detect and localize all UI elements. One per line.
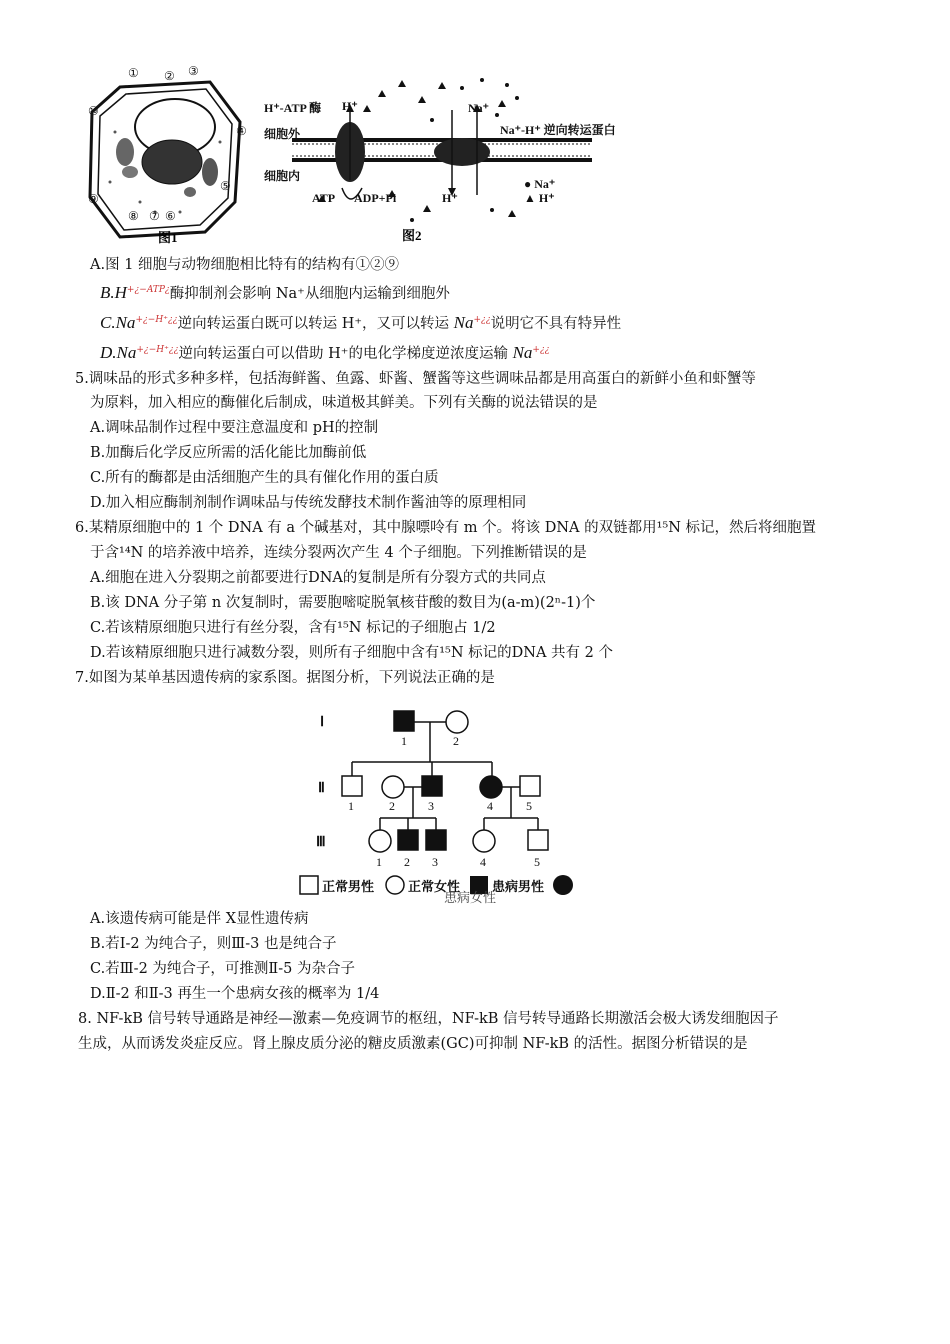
- fig2-na-top: Na⁺: [468, 101, 489, 115]
- q5-stem-line2: 为原料，加入相应的酶催化后制成，味道极其鲜美。下列有关酶的说法错误的是: [90, 395, 598, 411]
- id-II-1: 1: [348, 799, 354, 813]
- pedigree-II-1: [342, 776, 362, 796]
- pedigree-III-3: [426, 830, 446, 850]
- id-II-3: 3: [428, 799, 434, 813]
- id-II-2: 2: [389, 799, 395, 813]
- fig2-h-bottom: H⁺: [442, 191, 458, 205]
- fig2-h-top: H⁺: [342, 99, 358, 113]
- pedigree-III-1: [369, 830, 391, 852]
- id-III-3: 3: [432, 855, 438, 869]
- id-III-2: 2: [404, 855, 410, 869]
- q4-option-d: $D.Na^{+¿-H^+¿¿}$逆向转运蛋白可以借助 H⁺的电化学梯度逆浓度运输 Na+¿¿: [100, 342, 550, 362]
- q6-option-b: B.该 DNA 分子第 n 次复制时，需要胞嘧啶脱氧核苷酸的数目为(a-m)(2ⁿ-1)个: [90, 595, 596, 611]
- id-III-4: 4: [480, 855, 486, 869]
- fig1-label-2: ②: [164, 69, 175, 83]
- figure-1-plant-cell: [80, 62, 260, 252]
- q5-option-d: D.加入相应酶制剂制作调味品与传统发酵技术制作酱油等的原理相同: [90, 495, 527, 511]
- fig2-outside: 细胞外: [264, 127, 301, 141]
- q6-option-a: A.细胞在进入分裂期之前都要进行DNA的复制是所有分裂方式的共同点: [90, 570, 546, 586]
- fig1-label-9: ⑨: [88, 192, 99, 206]
- fig2-enzyme-label: H⁺-ATP 酶: [264, 101, 322, 115]
- pedigree-III-5: [528, 830, 548, 850]
- pedigree-III-4: [473, 830, 495, 852]
- legend-affected-female: 患病女性: [444, 891, 497, 906]
- q4-option-b: $B.H^{+¿-ATP¿}$酶抑制剂会影响 Na⁺从细胞内运输到细胞外: [100, 282, 450, 302]
- q7-option-b: B.若Ⅰ-2 为纯合子，则Ⅲ-3 也是纯合子: [90, 936, 337, 952]
- id-III-5: 5: [534, 855, 540, 869]
- q5-option-c: C.所有的酶都是由活细胞产生的具有催化作用的蛋白质: [90, 470, 439, 486]
- fig1-label-6: ⑥: [165, 209, 176, 223]
- q5-option-a: A.调味品制作过程中要注意温度和 pH的控制: [90, 420, 379, 436]
- fig2-legend-h: ▲ H⁺: [524, 191, 555, 205]
- fig1-label-8: ⑧: [128, 209, 139, 223]
- fig1-label-3: ③: [188, 64, 199, 78]
- fig2-atp: ATP: [312, 191, 336, 205]
- figure-2-membrane: [262, 70, 616, 250]
- q6-option-c: C.若该精原细胞只进行有丝分裂，含有¹⁵N 标记的子细胞占 1/2: [90, 620, 496, 636]
- pedigree-III-2: [398, 830, 418, 850]
- fig1-label-10: ⑩: [88, 104, 99, 118]
- gen-label-1: Ⅰ: [320, 715, 325, 730]
- id-I-1: 1: [401, 734, 407, 748]
- fig1-label-5: ⑤: [220, 179, 231, 193]
- pedigree-II-3: [422, 776, 442, 796]
- q5-stem-line1: 5.调味品的形式多种多样，包括海鲜酱、鱼露、虾酱、蟹酱等这些调味品都是用高蛋白的新鲜小鱼和虾蟹等: [75, 371, 756, 387]
- fig1-caption: 图1: [158, 230, 178, 245]
- pedigree-chart: [300, 700, 590, 875]
- q7-option-c: C.若Ⅲ-2 为纯合子，可推测Ⅱ-5 为杂合子: [90, 961, 355, 977]
- gen-label-2: Ⅱ: [318, 781, 325, 796]
- gen-label-3: Ⅲ: [316, 835, 326, 850]
- fig2-adp: ADP+Pi: [354, 191, 397, 205]
- q8-stem-line1: 8. NF-kB 信号转导通路是神经—激素—免疫调节的枢纽，NF-kB 信号转导通路长期激活会极大诱发细胞因子: [78, 1011, 779, 1027]
- q8-stem-line2: 生成，从而诱发炎症反应。肾上腺皮质分泌的糖皮质激素(GC)可抑制 NF-kB 的活性。据图分析错误的是: [78, 1036, 748, 1052]
- pedigree-I-2: [446, 711, 468, 733]
- fig1-label-1: ①: [128, 66, 139, 80]
- fig1-label-4: ④: [236, 124, 247, 138]
- id-I-2: 2: [453, 734, 459, 748]
- id-II-4: 4: [487, 799, 493, 813]
- id-III-1: 1: [376, 855, 382, 869]
- q6-option-d: D.若该精原细胞只进行减数分裂，则所有子细胞中含有¹⁵N 标记的DNA 共有 2 个: [90, 645, 613, 661]
- pedigree-II-2: [382, 776, 404, 798]
- legend-affected-male: 患病男性: [492, 880, 545, 895]
- pedigree-II-4: [480, 776, 502, 798]
- fig2-caption: 图2: [402, 228, 422, 243]
- legend-normal-female: 正常女性: [408, 880, 461, 895]
- q4-option-a: A.图 1 细胞与动物细胞相比特有的结构有①②⑨: [90, 257, 400, 273]
- q4-option-c: $C.Na^{+¿-H^+¿¿}$逆向转运蛋白既可以转运 H⁺，又可以转运 Na+¿¿说明它不具有特异性: [100, 312, 622, 332]
- q6-stem-line2: 于含¹⁴N 的培养液中培养，连续分裂两次产生 4 个子细胞。下列推断错误的是: [90, 545, 587, 561]
- q5-option-b: B.加酶后化学反应所需的活化能比加酶前低: [90, 445, 367, 461]
- q7-option-d: D.Ⅱ-2 和Ⅱ-3 再生一个患病女孩的概率为 1/4: [90, 986, 380, 1002]
- fig2-legend-na: ● Na⁺: [524, 177, 556, 191]
- q6-stem-line1: 6.某精原细胞中的 1 个 DNA 有 a 个碱基对，其中腺嘌呤有 m 个。将该 DNA 的双链都用¹⁵N 标记，然后将细胞置: [75, 520, 817, 536]
- legend-normal-male: 正常男性: [322, 880, 375, 895]
- id-II-5: 5: [526, 799, 532, 813]
- pedigree-II-5: [520, 776, 540, 796]
- fig2-antiporter-label: Na⁺-H⁺ 逆向转运蛋白: [500, 123, 616, 137]
- q7-option-a: A.该遗传病可能是伴 X显性遗传病: [90, 911, 309, 927]
- pedigree-I-1: [394, 711, 414, 731]
- q7-stem: 7.如图为某单基因遗传病的家系图。据图分析，下列说法正确的是: [75, 670, 495, 686]
- fig2-inside: 细胞内: [264, 169, 301, 183]
- fig1-label-7: ⑦: [149, 209, 160, 223]
